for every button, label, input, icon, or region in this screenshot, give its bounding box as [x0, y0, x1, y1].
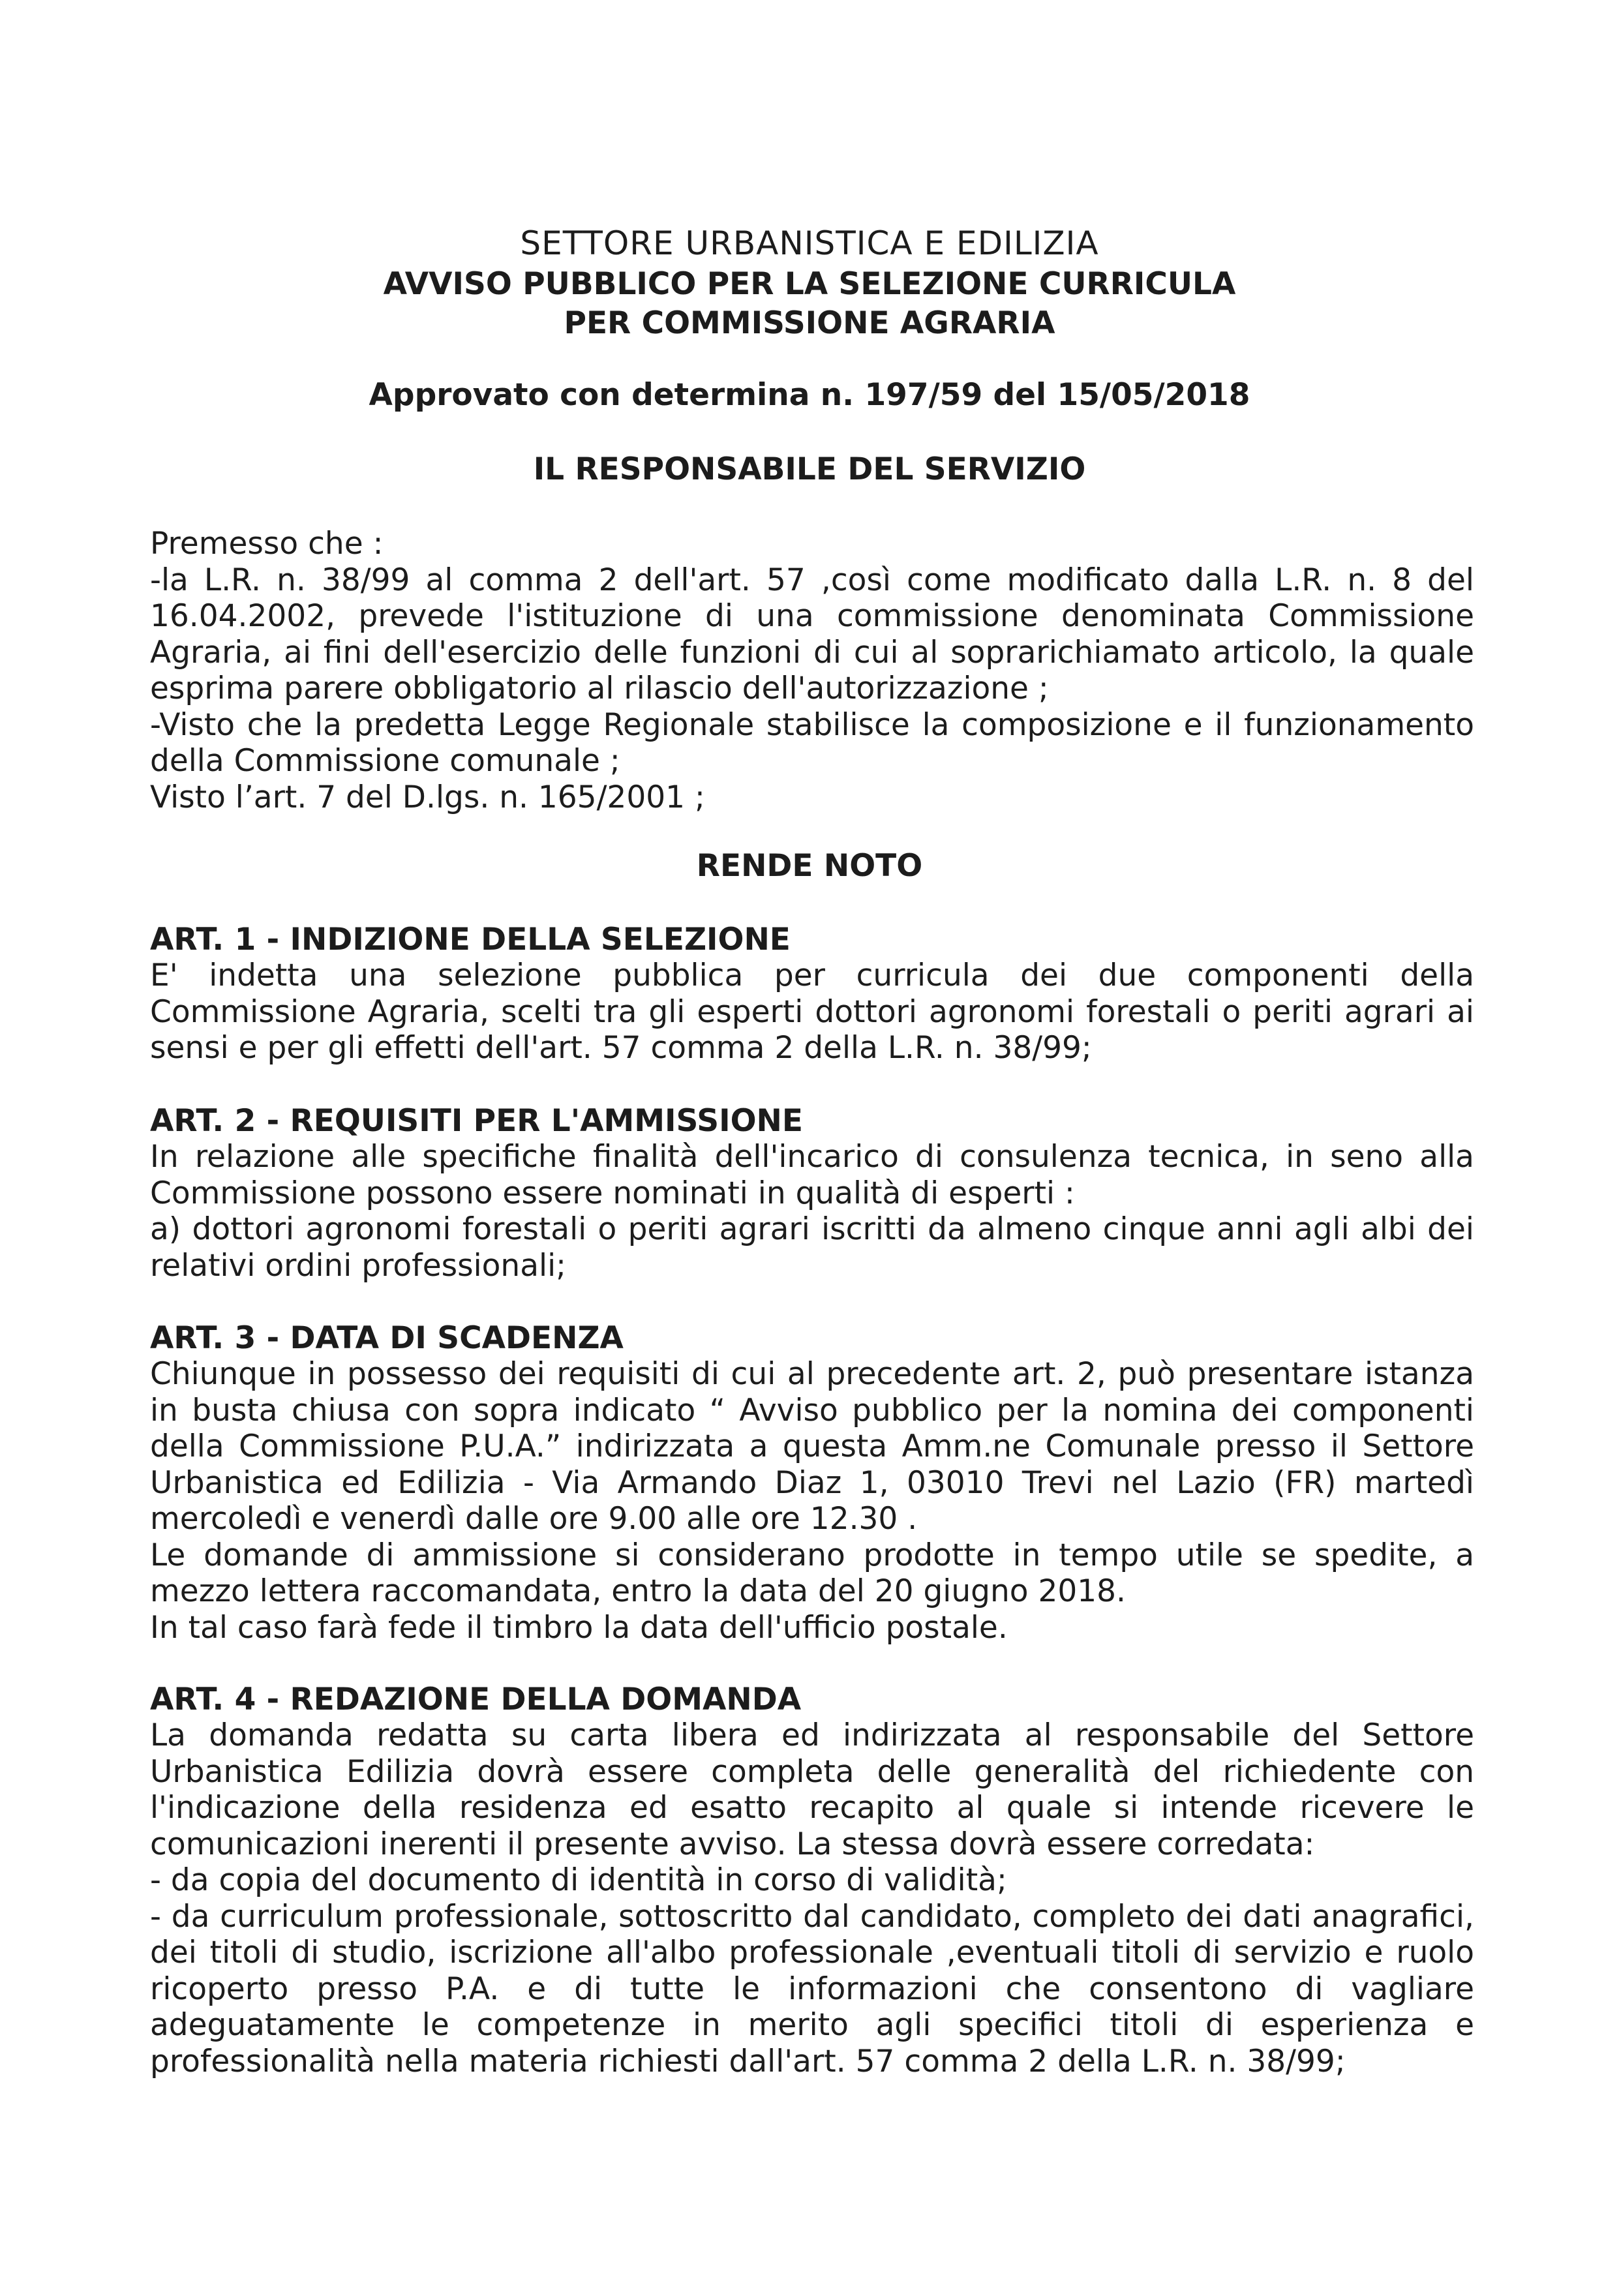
premesso-paragraph-2: -Visto che la predetta Legge Regionale stabilisce la composizione e il funzionamento della Commissione comunale ; — [150, 706, 1474, 779]
premesso-paragraph-3: Visto l’art. 7 del D.lgs. n. 165/2001 ; — [150, 779, 705, 815]
article-3-text-1: Chiunque in possesso dei requisiti di cui al precedente art. 2, può presentare istanza in busta chiusa con sopra indicato “ Avviso pubblico per la nomina dei componenti della Commissione P.U.A.” indirizzata a questa Amm.ne Comunale presso il Settore Urbanistica ed Edilizia - Via Armando Diaz 1, 03010 Trevi nel Lazio (FR) martedì mercoledì e venerdì dalle ore 9.00 alle ore 12.30 . — [150, 1356, 1474, 1537]
article-4-item-2: - da curriculum professionale, sottoscritto dal candidato, completo dei dati anagrafici, dei titoli di studio, iscrizione all'albo professionale ,eventuali titoli di servizio e ruolo ricoperto presso P.A. e di tutte le informazioni che consentono di vagliare adeguatamente le competenze in merito agli specifici titoli di esperienza e professionalità nella materia richiesti dall'art. 57 comma 2 della L.R. n. 38/99; — [150, 1898, 1474, 2079]
rende-noto-heading: RENDE NOTO — [696, 848, 923, 884]
article-4-item-1: - da copia del documento di identità in corso di validità; — [150, 1862, 1007, 1898]
article-4-text: La domanda redatta su carta libera ed indirizzata al responsabile del Settore Urbanistica Edilizia dovrà essere completa delle generalità del richiedente con l'indicazione della residenza ed esatto recapito al quale si intende ricevere le comunicazioni inerenti il presente avviso. La stessa dovrà essere corredata: — [150, 1717, 1474, 1862]
article-2-text: In relazione alle specifiche finalità dell'incarico di consulenza tecnica, in seno alla Commissione possono essere nominati in qualità di esperti : — [150, 1139, 1474, 1211]
article-3-text-2: Le domande di ammissione si considerano prodotte in tempo utile se spedite, a mezzo lettera raccomandata, entro la data del 20 giugno 2018. — [150, 1537, 1474, 1609]
article-3-text-3: In tal caso farà fede il timbro la data dell'ufficio postale. — [150, 1609, 1008, 1646]
notice-title-line1: AVVISO PUBBLICO PER LA SELEZIONE CURRICULA — [383, 266, 1236, 302]
notice-title — [0, 265, 1619, 343]
premesso-paragraph-1: -la L.R. n. 38/99 al comma 2 dell'art. 57 ,così come modificato dalla L.R. n. 8 del 16.04.2002, prevede l'istituzione di una commissione denominata Commissione Agraria, ai fini dell'esercizio delle funzioni di cui al soprarichiamato articolo, la quale esprima parere obbligatorio al rilascio dell'autorizzazione ; — [150, 562, 1474, 706]
premesso-section — [150, 526, 1474, 815]
article-2-item-a: a) dottori agronomi forestali o periti agrari iscritti da almeno cinque anni agli albi dei relativi ordini professionali; — [150, 1211, 1474, 1284]
department-heading: SETTORE URBANISTICA E EDILIZIA — [520, 224, 1099, 262]
premesso-intro: Premesso che : — [150, 526, 384, 562]
article-2-title: ART. 2 - REQUISITI PER L'AMMISSIONE — [150, 1103, 803, 1139]
article-1-text: E' indetta una selezione pubblica per curricula dei due componenti della Commissione Agraria, scelti tra gli esperti dottori agronomi forestali o periti agrari ai sensi e per gli effetti dell'art. 57 comma 2 della L.R. n. 38/99; — [150, 958, 1474, 1066]
article-3-title: ART. 3 - DATA DI SCADENZA — [150, 1320, 624, 1356]
article-2-body — [150, 1139, 1474, 1284]
issuer-heading: IL RESPONSABILE DEL SERVIZIO — [533, 451, 1086, 487]
notice-title-line2: PER COMMISSIONE AGRARIA — [564, 305, 1055, 341]
approval-reference: Approvato con determina n. 197/59 del 15/05/2018 — [369, 377, 1250, 413]
article-1-title: ART. 1 - INDIZIONE DELLA SELEZIONE — [150, 922, 791, 958]
article-4-body — [150, 1717, 1474, 2079]
article-4-title: ART. 4 - REDAZIONE DELLA DOMANDA — [150, 1682, 802, 1717]
article-3-body — [150, 1356, 1474, 1646]
